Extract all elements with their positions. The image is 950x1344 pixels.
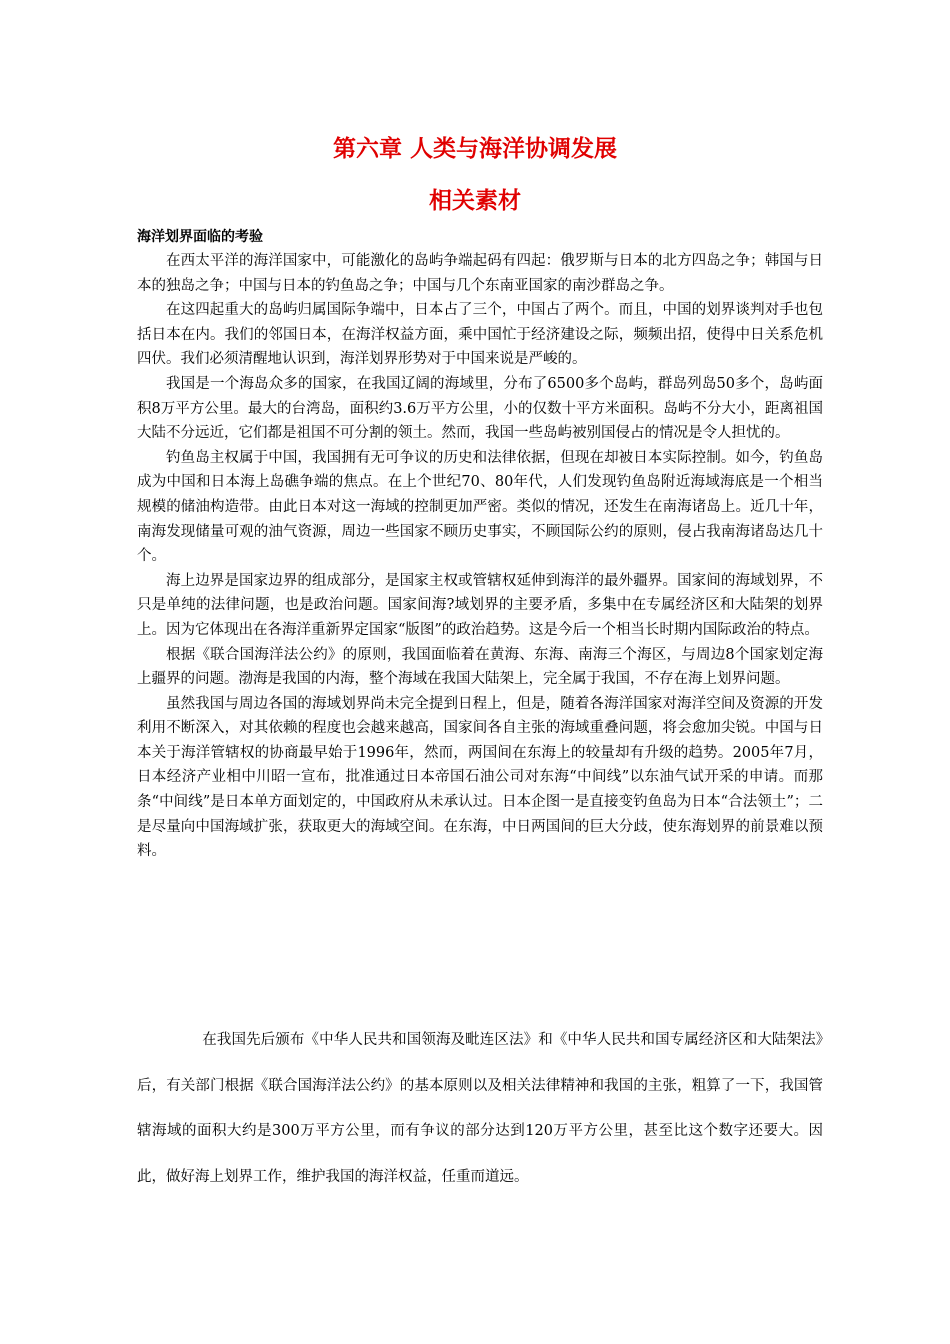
paragraph: 海上边界是国家边界的组成部分，是国家主权或管辖权延伸到海洋的最外疆界。国家间的海域划界，不只是单纯的法律问题，也是政治问题。国家间海?域划界的主要矛盾，多集中在专属经济区和大陆架的划界上。因为它体现出在各海洋重新界定国家“版图”的政治趋势。这是今后一个相当长时期内国际政治的特点。 [137, 572, 823, 638]
section-heading: 海洋划界面临的考验 [137, 229, 263, 245]
chapter-title: 第六章 人类与海洋协调发展 [332, 136, 617, 162]
paragraph: 在西太平洋的海洋国家中，可能激化的岛屿争端起码有四起：俄罗斯与日本的北方四岛之争；韩国与日本的独岛之争；中国与日本的钓鱼岛之争；中国与几个东南亚国家的南沙群岛之争。 [137, 253, 823, 294]
paragraph: 在这四起重大的岛屿归属国际争端中，日本占了三个，中国占了两个。而且，中国的划界谈判对手也包括日本在内。我们的邻国日本，在海洋权益方面，乘中国忙于经济建设之际，频频出招，使得中日关系危机四伏。我们必须清醒地认识到，海洋划界形势对于中国来说是严峻的。 [137, 302, 823, 368]
closing-paragraph: 在我国先后颁布《中华人民共和国领海及毗连区法》和《中华人民共和国专属经济区和大陆架法》后，有关部门根据《联合国海洋法公约》的基本原则以及相关法律精神和我国的主张，粗算了一下，我国管辖海域的面积大约是300万平方公里，而有争议的部分达到120万平方公里，甚至比这个数字还要大。因此，做好海上划界工作，维护我国的海洋权益，任重而道远。 [137, 1032, 823, 1185]
paragraph: 根据《联合国海洋法公约》的原则，我国面临着在黄海、东海、南海三个海区，与周边8个国家划定海上疆界的问题。渤海是我国的内海，整个海域在我国大陆架上，完全属于我国，不存在海上划界问题。 [137, 646, 823, 688]
paragraph: 我国是一个海岛众多的国家，在我国辽阔的海域里，分布了6500多个岛屿，群岛列岛50多个，岛屿面积8万平方公里。最大的台湾岛，面积约3.6万平方公里，小的仅数十平方米面积。岛屿不分大小，距离祖国大陆不分远近，它们都是祖国不可分割的领土。然而，我国一些岛屿被别国侵占的情况是令人担忧的。 [137, 375, 823, 442]
paragraph: 虽然我国与周边各国的海域划界尚未完全提到日程上，但是，随着各海洋国家对海洋空间及资源的开发利用不断深入，对其依赖的程度也会越来越高，国家间各自主张的海域重叠问题，将会愈加尖锐。中国与日本关于海洋管辖权的协商最早始于1996年，然而，两国间在东海上的较量却有升级的趋势。2005年7月，日本经济产业相中川昭一宣布，批准通过日本帝国石油公司对东海“中间线”以东油气试开采的申请。而那条“中间线”是日本单方面划定的，中国政府从未承认过。日本企图一是直接变钓鱼岛为日本“合法领土”；二是尽量向中国海域扩张，获取更大的海域空间。在东海，中日两国间的巨大分歧，使东海划界的前景难以预料。 [137, 695, 823, 860]
body-text [137, 249, 823, 864]
paragraph: 钓鱼岛主权属于中国，我国拥有无可争议的历史和法律依据，但现在却被日本实际控制。如今，钓鱼岛成为中国和日本海上岛礁争端的焦点。在上个世纪70、80年代，人们发现钓鱼岛附近海域海底是一个相当规模的储油构造带。由此日本对这一海域的控制更加严密。类似的情况，还发生在南海诸岛上。近几十年，南海发现储量可观的油气资源，周边一些国家不顾历史事实，不顾国际公约的原则，侵占我南海诸岛达几十个。 [137, 449, 823, 565]
chapter-subtitle: 相关素材 [429, 188, 521, 214]
